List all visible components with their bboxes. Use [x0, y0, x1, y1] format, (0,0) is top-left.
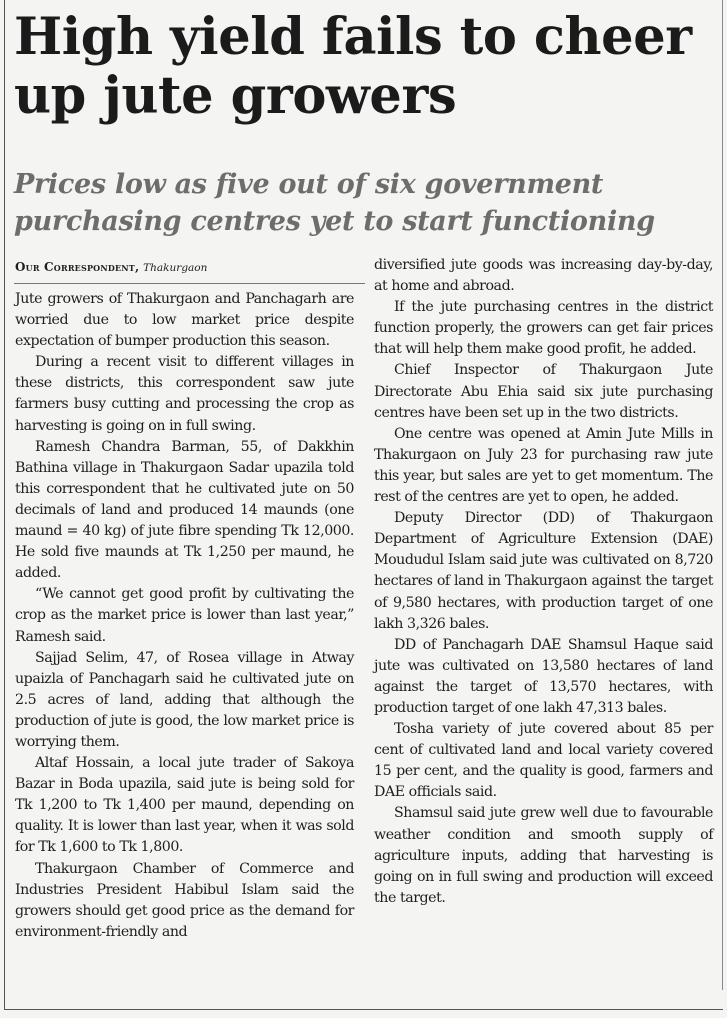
article-column-right	[374, 255, 713, 909]
left-column-rule	[4, 0, 5, 1010]
paragraph: Shamsul said jute grew well due to favourable weather condition and smooth supply of agriculture inputs, adding that harvesting is going on in full swing and production will exceed the target.	[374, 805, 713, 906]
paragraph: Chief Inspector of Thakurgaon Jute Directorate Abu Ehia said six jute purchasing centres have been set up in the two districts.	[374, 362, 713, 421]
paragraph: Deputy Director (DD) of Thakurgaon Department of Agriculture Extension (DAE) Moududul Islam said jute was cultivated on 8,720 hectares of land in Thakurgaon against the target of 9,580 hectares, with production target of one lakh 3,326 bales.	[374, 510, 713, 632]
byline-location: Thakurgaon	[143, 262, 208, 274]
paragraph: diversified jute goods was increasing day-by-day, at home and abroad.	[374, 257, 713, 295]
byline-rule	[14, 283, 365, 284]
bottom-rule	[4, 1009, 723, 1010]
paragraph: During a recent visit to different villages in these districts, this correspondent saw jute farmers busy cutting and processing the crop as harvesting is going on in full swing.	[15, 354, 354, 434]
right-column-rule	[722, 0, 723, 990]
paragraph: One centre was opened at Amin Jute Mills in Thakurgaon on July 23 for purchasing raw jute this year, but sales are yet to get momentum. The rest of the centres are yet to open, he added.	[374, 425, 713, 506]
paragraph: DD of Panchagarh DAE Shamsul Haque said jute was cultivated on 13,580 hectares of land against the target of 13,570 hectares, with production target of one lakh 47,313 bales.	[374, 636, 713, 716]
byline	[15, 259, 365, 276]
paragraph: Sajjad Selim, 47, of Rosea village in Atway upaizla of Panchagarh said he cultivated jute on 2.5 acres of land, adding that although the production of jute is good, the low market price is worrying them.	[15, 649, 354, 750]
article-column-left	[15, 289, 354, 943]
paragraph: Tosha variety of jute covered about 85 per cent of cultivated land and local variety covered 15 per cent, and the quality is good, farmers and DAE officials said.	[374, 721, 713, 801]
subheadline: Prices low as five out of six government purchasing centres yet to start functioning	[14, 169, 655, 237]
paragraph: Altaf Hossain, a local jute trader of Sakoya Bazar in Boda upazila, said jute is being sold for Tk 1,200 to Tk 1,400 per maund, depending on quality. It is lower than last year, when it was sold for Tk 1,600 to Tk 1,800.	[15, 755, 354, 856]
paragraph: Ramesh Chandra Barman, 55, of Dakkhin Bathina village in Thakurgaon Sadar upazila told this correspondent that he cultivated jute on 50 decimals of land and produced 14 maunds (one maund = 40 kg) of jute fibre spending Tk 12,000. He sold five maunds at Tk 1,250 per maund, he added.	[15, 438, 354, 582]
paragraph: Thakurgaon Chamber of Commerce and Industries President Habibul Islam said the growers should get good price as the demand for environment-friendly and	[15, 860, 354, 940]
paragraph: If the jute purchasing centres in the district function properly, the growers can get fair prices that will help them make good profit, he added.	[374, 299, 713, 358]
paragraph: “We cannot get good profit by cultivating the crop as the market price is lower than last year,” Ramesh said.	[15, 586, 354, 645]
byline-author: Our Correspondent,	[15, 260, 140, 274]
headline: High yield fails to cheer up jute growers	[14, 7, 692, 126]
paragraph: Jute growers of Thakurgaon and Panchagarh are worried due to low market price despite expectation of bumper production this season.	[15, 291, 354, 350]
